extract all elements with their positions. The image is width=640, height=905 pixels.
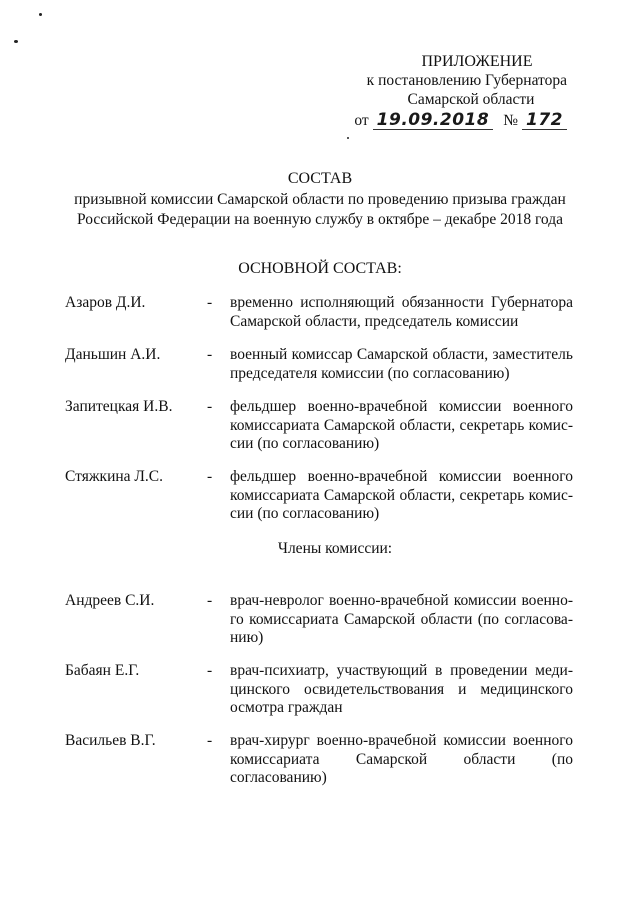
- member-row: [65, 398, 573, 454]
- member-name: Азаров Д.И.: [65, 294, 146, 311]
- appendix-line-1: к постановлению Губернатора: [366, 72, 567, 89]
- scan-speck: [347, 137, 349, 139]
- member-row: [65, 294, 573, 331]
- member-role: фельдшер военно-врачебной комиссии военного комиссариата Самарской области, секретарь комиссии (по согласованию): [230, 468, 573, 522]
- member-role: врач-психиатр, участвующий в проведении медицинского освидетельствования и медицинского осмотра граждан: [230, 662, 573, 716]
- appendix-line-2: Самарской области: [407, 91, 535, 108]
- member-row: [65, 346, 573, 383]
- number-prefix: №: [503, 112, 518, 129]
- dash: -: [207, 346, 213, 363]
- member-role: военный комиссар Самарской области, заместитель председателя комиссии (по согласованию): [230, 346, 573, 382]
- member-row: [65, 662, 573, 718]
- dash: -: [207, 592, 213, 609]
- dash: -: [207, 732, 213, 749]
- scan-speck: [14, 40, 18, 43]
- member-role: фельдшер военно-врачебной комиссии военного комиссариата Самарской области, секретарь комиссии (по согласованию): [230, 398, 573, 452]
- members-section-title: Члены комиссии:: [277, 540, 393, 557]
- date-prefix: от: [354, 112, 369, 129]
- dash: -: [207, 468, 213, 485]
- dash: -: [207, 294, 213, 311]
- member-role: временно исполняющий обязанности Губернатора Самарской области, председатель комиссии: [230, 294, 573, 330]
- handwritten-number: 172: [522, 112, 567, 130]
- document-title: СОСТАВ: [287, 170, 353, 187]
- date-number-row: [307, 111, 567, 130]
- member-name: Запитецкая И.В.: [65, 398, 173, 415]
- member-name: Бабаян Е.Г.: [65, 662, 140, 679]
- member-role: врач-невролог военно-врачебной комиссии военного комиссариата Самарской области (по согласованию): [230, 592, 573, 646]
- member-name: Даньшин А.И.: [65, 346, 161, 363]
- appendix-block: [307, 52, 567, 130]
- member-name: Андреев С.И.: [65, 592, 155, 609]
- member-role: врач-хирург военно-врачебной комиссии военного комиссариата Самарской области (по согласованию): [230, 732, 573, 786]
- scan-speck: [39, 13, 42, 16]
- member-row: [65, 468, 573, 524]
- appendix-title: ПРИЛОЖЕНИЕ: [421, 53, 533, 70]
- main-section-title: ОСНОВНОЙ СОСТАВ:: [238, 260, 402, 277]
- dash: -: [207, 662, 213, 679]
- member-name: Стяжкина Л.С.: [65, 468, 164, 485]
- document-subtitle: призывной комиссии Самарской области по проведению призыва граждан Российской Федерации на военную службу в октябре – декабре 2018 года: [74, 191, 566, 228]
- handwritten-date: 19.09.2018: [373, 112, 494, 130]
- dash: -: [207, 398, 213, 415]
- member-row: [65, 732, 573, 788]
- member-row: [65, 592, 573, 648]
- member-name: Васильев В.Г.: [65, 732, 156, 749]
